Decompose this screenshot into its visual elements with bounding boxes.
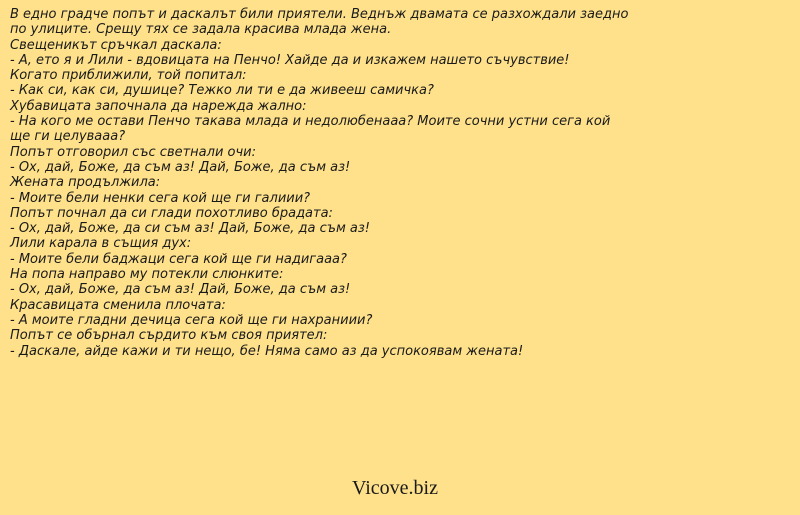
joke-line: На попа направо му потекли слюнките: xyxy=(10,267,284,283)
joke-text xyxy=(10,7,630,359)
joke-line: Когато приближили, той попитал: xyxy=(10,68,247,84)
joke-line: - Ох, дай, Боже, да си съм аз! Дай, Боже, да съм аз! xyxy=(10,221,370,237)
joke-line: - Как си, как си, душице? Тежко ли ти е да живееш самичка? xyxy=(10,83,434,99)
joke-line: Лили карала в същия дух: xyxy=(10,236,192,252)
joke-line: Попът отговорил със светнали очи: xyxy=(10,144,256,160)
joke-line: - Моите бели ненки сега кой ще ги галиии? xyxy=(10,190,311,206)
joke-line: Попът се обърнал сърдито към своя приятел: xyxy=(10,328,328,344)
joke-line: - Моите бели баджаци сега кой ще ги надигааа? xyxy=(10,251,347,267)
joke-line: - А моите гладни дечица сега кой ще ги нахраниии? xyxy=(10,312,373,328)
joke-line: Свещеникът сръчкал даскала: xyxy=(10,37,222,53)
joke-line: Попът почнал да си глади похотливо брадата: xyxy=(10,205,333,221)
joke-line: Красавицата сменила плочата: xyxy=(10,297,226,313)
joke-line: - Ох, дай, Боже, да съм аз! Дай, Боже, да съм аз! xyxy=(10,282,351,298)
joke-line: В едно градче попът и даскалът били приятели. Веднъж двамата се разхождали заедно по улиците. Срещу тях се задала красива млада жена. xyxy=(10,7,629,38)
site-brand: Vicove.biz xyxy=(352,477,438,499)
joke-line: - На кого ме остави Пенчо такава млада и недолюбенааа? Моите сочни устни сега кой ще ги целуваaa? xyxy=(10,114,611,145)
joke-line: - Ох, дай, Боже, да съм аз! Дай, Боже, да съм аз! xyxy=(10,159,351,175)
joke-line: - А, ето я и Лили - вдовицата на Пенчо! Хайде да и изкажем нашето съчувствие! xyxy=(10,52,570,68)
joke-line: Жената продължила: xyxy=(10,175,161,191)
joke-line: - Даскале, айде кажи и ти нещо, бе! Няма само аз да успокоявам жената! xyxy=(10,343,524,359)
joke-line: Хубавицата започнала да нарежда жално: xyxy=(10,98,307,114)
